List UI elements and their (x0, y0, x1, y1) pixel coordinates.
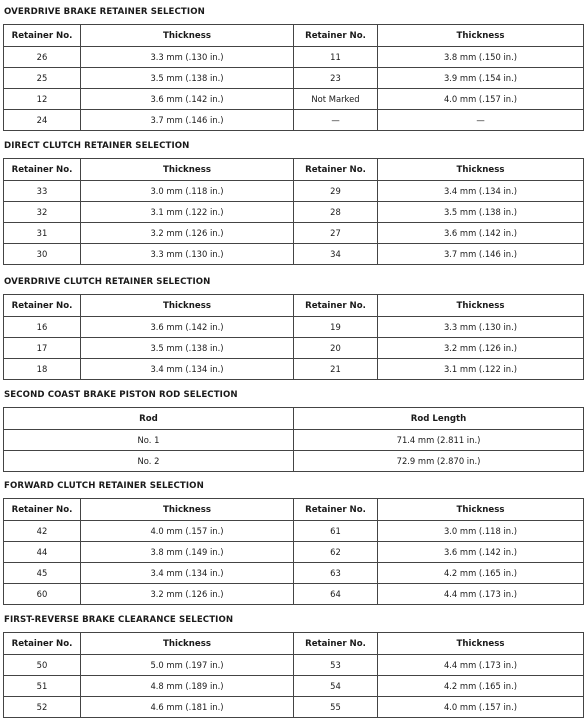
table-header-row (4, 295, 584, 317)
thickness-cell: 3.4 mm (.134 in.) (81, 359, 294, 380)
table-row (4, 68, 584, 89)
retainer-no-cell: 19 (294, 317, 378, 338)
retainer-no-cell: 30 (4, 244, 81, 265)
retainer-no-cell: 45 (4, 563, 81, 584)
header-thickness: Thickness (378, 295, 584, 317)
thickness-cell: 3.7 mm (.146 in.) (81, 110, 294, 131)
rod-cell: No. 1 (4, 430, 294, 451)
thickness-cell: 3.8 mm (.149 in.) (81, 542, 294, 563)
header-retainer-no: Retainer No. (294, 295, 378, 317)
header-thickness: Thickness (81, 499, 294, 521)
table-row (4, 542, 584, 563)
retainer-no-cell: 25 (4, 68, 81, 89)
retainer-no-cell: 21 (294, 359, 378, 380)
table-row (4, 697, 584, 718)
thickness-cell: 4.2 mm (.165 in.) (378, 676, 584, 697)
table-header-row (4, 25, 584, 47)
header-thickness: Thickness (378, 159, 584, 181)
thickness-cell: 4.4 mm (.173 in.) (378, 584, 584, 605)
first-reverse-brake-clearance-table (3, 632, 584, 718)
table-row (4, 223, 584, 244)
table-header-row (4, 159, 584, 181)
table-row (4, 563, 584, 584)
thickness-cell: 3.5 mm (.138 in.) (378, 202, 584, 223)
thickness-cell: 3.6 mm (.142 in.) (81, 89, 294, 110)
thickness-cell: 3.6 mm (.142 in.) (378, 542, 584, 563)
retainer-no-cell: 61 (294, 521, 378, 542)
thickness-cell: 5.0 mm (.197 in.) (81, 655, 294, 676)
retainer-no-cell: 16 (4, 317, 81, 338)
direct-clutch-retainer-table (3, 158, 584, 265)
thickness-cell: 4.0 mm (.157 in.) (378, 697, 584, 718)
table-row (4, 451, 584, 472)
thickness-cell: 3.3 mm (.130 in.) (378, 317, 584, 338)
thickness-cell: 3.2 mm (.126 in.) (81, 223, 294, 244)
retainer-no-cell: 42 (4, 521, 81, 542)
header-thickness: Thickness (81, 159, 294, 181)
rod-length-cell: 71.4 mm (2.811 in.) (294, 430, 584, 451)
retainer-no-cell: 44 (4, 542, 81, 563)
retainer-no-cell: 60 (4, 584, 81, 605)
retainer-no-cell: 62 (294, 542, 378, 563)
retainer-no-cell: 26 (4, 47, 81, 68)
thickness-cell: 3.2 mm (.126 in.) (378, 338, 584, 359)
header-retainer-no: Retainer No. (294, 633, 378, 655)
retainer-no-cell: 52 (4, 697, 81, 718)
thickness-cell: 3.8 mm (.150 in.) (378, 47, 584, 68)
table-row (4, 359, 584, 380)
table-header-row (4, 633, 584, 655)
header-thickness: Thickness (81, 633, 294, 655)
table-header-row (4, 499, 584, 521)
thickness-cell: 4.8 mm (.189 in.) (81, 676, 294, 697)
table-row (4, 584, 584, 605)
thickness-cell: 3.4 mm (.134 in.) (378, 181, 584, 202)
header-retainer-no: Retainer No. (294, 499, 378, 521)
retainer-no-cell: 11 (294, 47, 378, 68)
thickness-cell: 3.6 mm (.142 in.) (378, 223, 584, 244)
table-row (4, 110, 584, 131)
table-row (4, 676, 584, 697)
direct-clutch-retainer-title: DIRECT CLUTCH RETAINER SELECTION (4, 141, 190, 151)
header-retainer-no: Retainer No. (4, 159, 81, 181)
retainer-no-cell: 12 (4, 89, 81, 110)
first-reverse-brake-clearance-title: FIRST-REVERSE BRAKE CLEARANCE SELECTION (4, 615, 234, 625)
retainer-no-cell: 55 (294, 697, 378, 718)
table-row (4, 89, 584, 110)
overdrive-brake-retainer-title: OVERDRIVE BRAKE RETAINER SELECTION (4, 7, 205, 17)
table-row (4, 181, 584, 202)
retainer-no-cell: 23 (294, 68, 378, 89)
header-thickness: Thickness (81, 25, 294, 47)
retainer-no-cell: 18 (4, 359, 81, 380)
thickness-cell: — (378, 110, 584, 131)
thickness-cell: 3.2 mm (.126 in.) (81, 584, 294, 605)
thickness-cell: 3.6 mm (.142 in.) (81, 317, 294, 338)
header-retainer-no: Retainer No. (4, 295, 81, 317)
retainer-no-cell: 33 (4, 181, 81, 202)
rod-length-cell: 72.9 mm (2.870 in.) (294, 451, 584, 472)
retainer-no-cell: 54 (294, 676, 378, 697)
thickness-cell: 3.1 mm (.122 in.) (378, 359, 584, 380)
thickness-cell: 3.4 mm (.134 in.) (81, 563, 294, 584)
header-retainer-no: Retainer No. (294, 25, 378, 47)
retainer-no-cell: 24 (4, 110, 81, 131)
retainer-no-cell: 50 (4, 655, 81, 676)
thickness-cell: 3.0 mm (.118 in.) (378, 521, 584, 542)
retainer-no-cell: 29 (294, 181, 378, 202)
retainer-no-cell: 63 (294, 563, 378, 584)
thickness-cell: 3.5 mm (.138 in.) (81, 68, 294, 89)
header-retainer-no: Retainer No. (294, 159, 378, 181)
retainer-no-cell: 17 (4, 338, 81, 359)
table-row (4, 317, 584, 338)
retainer-no-cell: 53 (294, 655, 378, 676)
table-row (4, 521, 584, 542)
table-row (4, 202, 584, 223)
thickness-cell: 4.2 mm (.165 in.) (378, 563, 584, 584)
table-row (4, 655, 584, 676)
header-retainer-no: Retainer No. (4, 25, 81, 47)
thickness-cell: 3.9 mm (.154 in.) (378, 68, 584, 89)
forward-clutch-retainer-table (3, 498, 584, 605)
header-rod: Rod (4, 408, 294, 430)
header-thickness: Thickness (81, 295, 294, 317)
second-coast-brake-rod-title: SECOND COAST BRAKE PISTON ROD SELECTION (4, 390, 238, 400)
thickness-cell: 4.4 mm (.173 in.) (378, 655, 584, 676)
header-retainer-no: Retainer No. (4, 633, 81, 655)
retainer-no-cell: 31 (4, 223, 81, 244)
overdrive-clutch-retainer-table (3, 294, 584, 380)
retainer-no-cell: Not Marked (294, 89, 378, 110)
header-retainer-no: Retainer No. (4, 499, 81, 521)
retainer-no-cell: 51 (4, 676, 81, 697)
retainer-no-cell: — (294, 110, 378, 131)
table-row (4, 244, 584, 265)
thickness-cell: 4.0 mm (.157 in.) (81, 521, 294, 542)
header-rod-length: Rod Length (294, 408, 584, 430)
header-thickness: Thickness (378, 499, 584, 521)
retainer-no-cell: 28 (294, 202, 378, 223)
rod-cell: No. 2 (4, 451, 294, 472)
retainer-no-cell: 20 (294, 338, 378, 359)
table-row (4, 430, 584, 451)
overdrive-clutch-retainer-title: OVERDRIVE CLUTCH RETAINER SELECTION (4, 277, 211, 287)
table-header-row (4, 408, 584, 430)
header-thickness: Thickness (378, 25, 584, 47)
thickness-cell: 3.1 mm (.122 in.) (81, 202, 294, 223)
table-row (4, 338, 584, 359)
retainer-no-cell: 64 (294, 584, 378, 605)
retainer-no-cell: 34 (294, 244, 378, 265)
thickness-cell: 3.3 mm (.130 in.) (81, 244, 294, 265)
table-row (4, 47, 584, 68)
thickness-cell: 3.7 mm (.146 in.) (378, 244, 584, 265)
thickness-cell: 3.5 mm (.138 in.) (81, 338, 294, 359)
overdrive-brake-retainer-table (3, 24, 584, 131)
second-coast-brake-rod-table (3, 407, 584, 472)
retainer-no-cell: 32 (4, 202, 81, 223)
thickness-cell: 3.3 mm (.130 in.) (81, 47, 294, 68)
header-thickness: Thickness (378, 633, 584, 655)
retainer-no-cell: 27 (294, 223, 378, 244)
forward-clutch-retainer-title: FORWARD CLUTCH RETAINER SELECTION (4, 481, 204, 491)
thickness-cell: 4.6 mm (.181 in.) (81, 697, 294, 718)
thickness-cell: 4.0 mm (.157 in.) (378, 89, 584, 110)
thickness-cell: 3.0 mm (.118 in.) (81, 181, 294, 202)
